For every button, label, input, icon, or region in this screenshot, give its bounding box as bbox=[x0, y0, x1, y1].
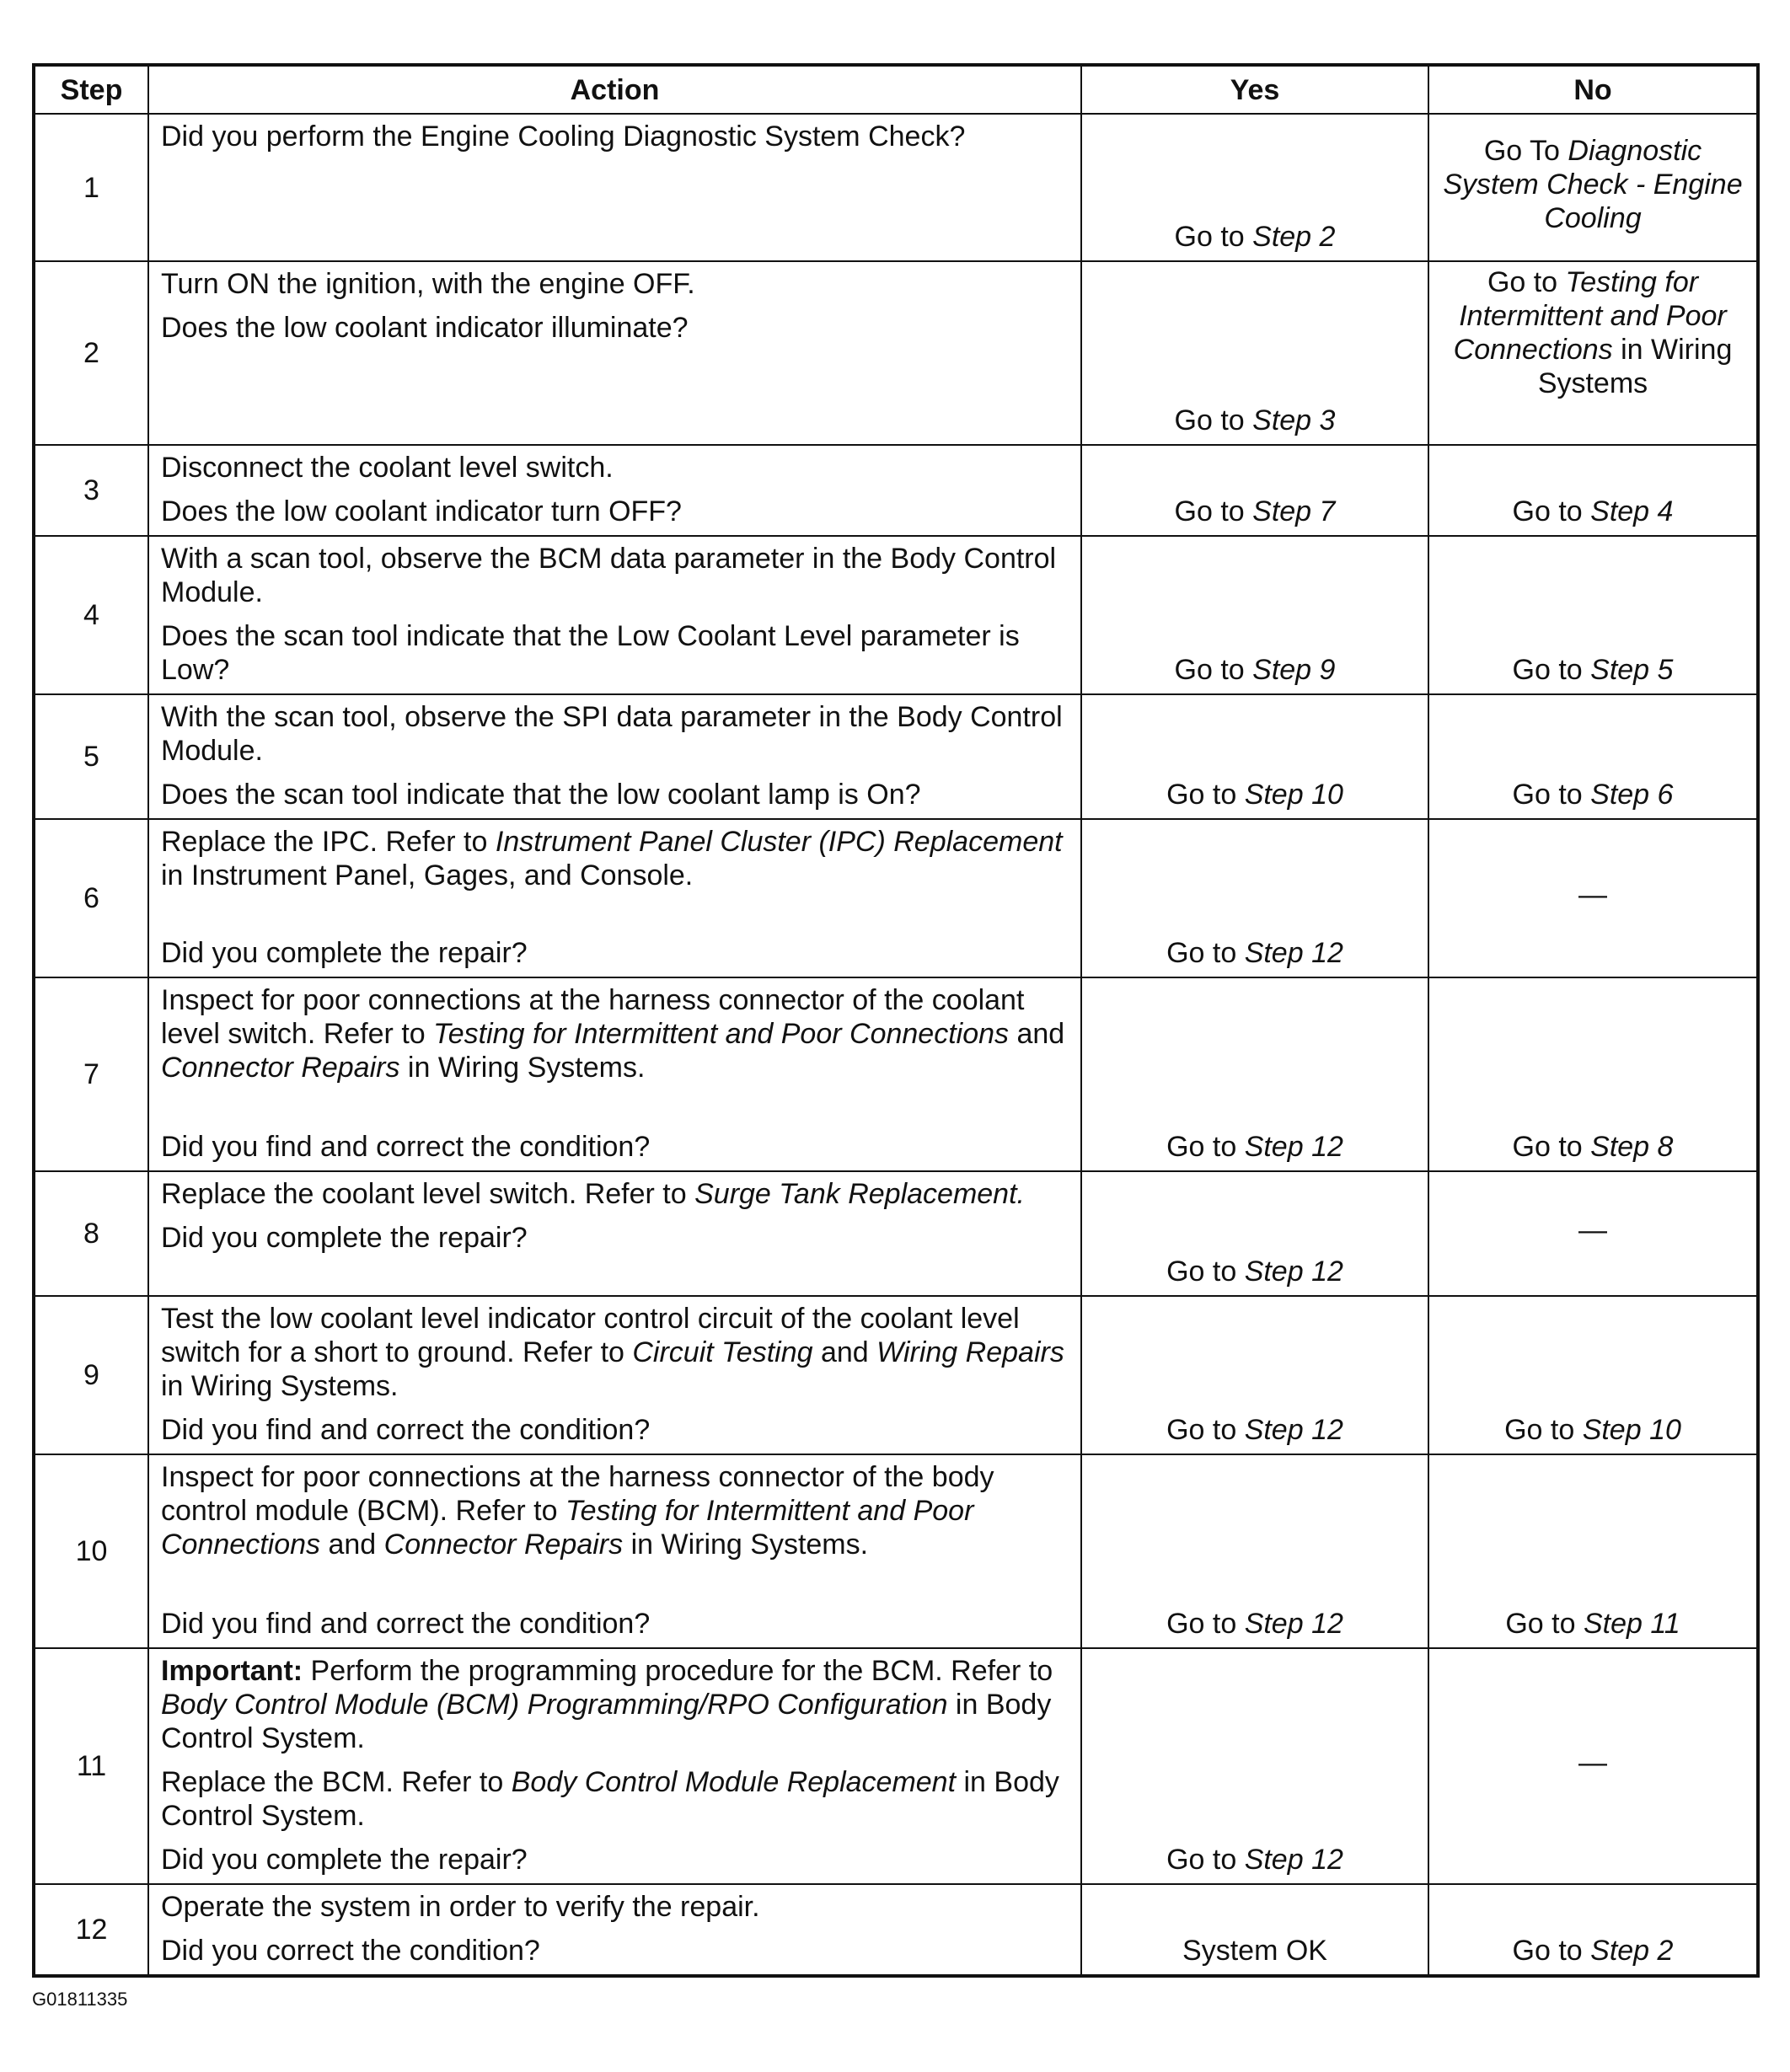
yes-cell bbox=[1081, 1296, 1428, 1454]
no-cell bbox=[1428, 536, 1758, 694]
text-run: Perform the programming procedure for the BCM. Refer to bbox=[303, 1655, 1053, 1687]
step-number: 9 bbox=[34, 1296, 148, 1454]
no-cell bbox=[1428, 1648, 1758, 1884]
action-cell bbox=[148, 1171, 1081, 1296]
action-cell bbox=[148, 694, 1081, 819]
no-cell bbox=[1428, 694, 1758, 819]
step-number: 11 bbox=[34, 1648, 148, 1884]
action-cell bbox=[148, 261, 1081, 445]
action-cell bbox=[148, 1296, 1081, 1454]
text-run: — bbox=[1578, 1747, 1607, 1779]
text-run: Go to bbox=[1487, 266, 1566, 298]
italic-reference: Step 12 bbox=[1244, 1256, 1343, 1288]
italic-reference: Step 12 bbox=[1244, 1844, 1343, 1876]
action-paragraph bbox=[161, 1177, 1069, 1211]
action-cell bbox=[148, 1454, 1081, 1648]
table-row bbox=[34, 1171, 1758, 1296]
italic-reference: Step 10 bbox=[1582, 1414, 1681, 1446]
step-number: 1 bbox=[34, 114, 148, 261]
italic-reference: Step 2 bbox=[1590, 1935, 1674, 1967]
action-paragraph bbox=[161, 311, 1069, 345]
action-cell bbox=[148, 1648, 1081, 1884]
italic-reference: Step 8 bbox=[1590, 1131, 1674, 1163]
no-cell bbox=[1428, 114, 1758, 261]
yes-cell bbox=[1081, 261, 1428, 445]
table-row bbox=[34, 694, 1758, 819]
text-run: Go to bbox=[1174, 221, 1253, 253]
yes-cell bbox=[1081, 536, 1428, 694]
text-run: Go to bbox=[1174, 495, 1253, 527]
yes-cell bbox=[1081, 1171, 1428, 1296]
action-paragraph bbox=[161, 1843, 1069, 1877]
action-paragraph bbox=[161, 1221, 1069, 1255]
italic-reference: Connector Repairs bbox=[161, 1052, 400, 1084]
yes-cell bbox=[1081, 694, 1428, 819]
italic-reference: Body Control Module Replacement bbox=[511, 1766, 957, 1798]
italic-reference: Diagnostic System Check - Engine Cooling bbox=[1443, 134, 1743, 234]
step-number: 8 bbox=[34, 1171, 148, 1296]
header-no: No bbox=[1428, 65, 1758, 114]
italic-reference: Step 12 bbox=[1244, 937, 1343, 969]
text-run: and bbox=[1009, 1018, 1065, 1050]
table-row bbox=[34, 536, 1758, 694]
text-run: Inspect for poor connections at the harness connector of the coolant level switch. Refer to bbox=[161, 984, 1025, 1050]
italic-reference: Step 2 bbox=[1252, 221, 1336, 253]
text-run: Did you find and correct the condition? bbox=[161, 1608, 651, 1640]
text-run: and bbox=[812, 1336, 877, 1368]
text-run: — bbox=[1578, 879, 1607, 911]
text-run: Go to bbox=[1166, 1844, 1245, 1876]
italic-reference: Step 9 bbox=[1252, 654, 1336, 686]
text-run: With the scan tool, observe the SPI data parameter in the Body Control Module. bbox=[161, 701, 1063, 767]
diagnostic-table bbox=[32, 63, 1760, 1978]
yes-cell bbox=[1081, 114, 1428, 261]
italic-reference: Step 4 bbox=[1590, 495, 1674, 527]
text-run: Go to bbox=[1166, 1414, 1245, 1446]
action-paragraph bbox=[161, 619, 1069, 687]
step-number: 5 bbox=[34, 694, 148, 819]
text-run: Go to bbox=[1166, 779, 1245, 811]
italic-reference: Wiring Repairs bbox=[876, 1336, 1064, 1368]
italic-reference: Step 12 bbox=[1244, 1131, 1343, 1163]
yes-cell bbox=[1081, 1454, 1428, 1648]
action-paragraph bbox=[161, 983, 1069, 1084]
step-number: 6 bbox=[34, 819, 148, 977]
action-paragraph bbox=[161, 267, 1069, 301]
yes-cell bbox=[1081, 819, 1428, 977]
header-row bbox=[34, 65, 1758, 114]
action-paragraph bbox=[161, 1413, 1069, 1447]
text-run: Did you complete the repair? bbox=[161, 937, 528, 969]
text-run: Does the scan tool indicate that the Low Coolant Level parameter is Low? bbox=[161, 620, 1020, 686]
action-paragraph bbox=[161, 1130, 1069, 1164]
table-row bbox=[34, 1648, 1758, 1884]
text-run: Go to bbox=[1512, 1935, 1591, 1967]
italic-reference: Step 12 bbox=[1244, 1608, 1343, 1640]
text-run: System OK bbox=[1182, 1935, 1327, 1967]
text-run: Test the low coolant level indicator control circuit of the coolant level switch for a short to ground. Refer to bbox=[161, 1303, 1020, 1368]
action-paragraph bbox=[161, 1934, 1069, 1968]
table-row bbox=[34, 261, 1758, 445]
text-run: Go to bbox=[1166, 1256, 1245, 1288]
action-cell bbox=[148, 114, 1081, 261]
text-run: Go to bbox=[1505, 1608, 1584, 1640]
italic-reference: Instrument Panel Cluster (IPC) Replacement bbox=[495, 826, 1063, 858]
bold-label: Important: bbox=[161, 1655, 303, 1687]
text-run: Did you perform the Engine Cooling Diagnostic System Check? bbox=[161, 120, 966, 153]
text-run: Go to bbox=[1512, 779, 1591, 811]
italic-reference: Step 5 bbox=[1590, 654, 1674, 686]
action-cell bbox=[148, 536, 1081, 694]
action-cell bbox=[148, 445, 1081, 536]
action-cell bbox=[148, 819, 1081, 977]
action-paragraph bbox=[161, 542, 1069, 609]
action-paragraph bbox=[161, 451, 1069, 485]
action-paragraph bbox=[161, 120, 1069, 153]
text-run: Did you find and correct the condition? bbox=[161, 1131, 651, 1163]
text-run: Go to bbox=[1174, 404, 1253, 436]
no-cell bbox=[1428, 445, 1758, 536]
text-run: in Wiring Systems. bbox=[623, 1529, 869, 1561]
header-action: Action bbox=[148, 65, 1081, 114]
text-run: Did you complete the repair? bbox=[161, 1844, 528, 1876]
text-run: Go to bbox=[1504, 1414, 1583, 1446]
no-cell bbox=[1428, 819, 1758, 977]
italic-reference: Circuit Testing bbox=[632, 1336, 813, 1368]
italic-reference: Step 7 bbox=[1252, 495, 1336, 527]
text-run: in Wiring Systems. bbox=[399, 1052, 646, 1084]
text-run: — bbox=[1578, 1214, 1607, 1246]
text-run: Go to bbox=[1166, 937, 1245, 969]
italic-reference: Testing for Intermittent and Poor Connections bbox=[433, 1018, 1010, 1050]
action-paragraph bbox=[161, 1302, 1069, 1403]
yes-cell bbox=[1081, 445, 1428, 536]
text-run: Turn ON the ignition, with the engine OFF. bbox=[161, 268, 695, 300]
text-run: Replace the IPC. Refer to bbox=[161, 826, 496, 858]
text-run: With a scan tool, observe the BCM data parameter in the Body Control Module. bbox=[161, 543, 1057, 608]
italic-reference: Step 3 bbox=[1252, 404, 1336, 436]
step-number: 3 bbox=[34, 445, 148, 536]
action-paragraph bbox=[161, 1607, 1069, 1641]
italic-reference: Step 10 bbox=[1244, 779, 1343, 811]
step-number: 12 bbox=[34, 1884, 148, 1976]
header-step: Step bbox=[34, 65, 148, 114]
text-run: Inspect for poor connections at the harness connector of the body control module (BCM). Refer to bbox=[161, 1461, 994, 1527]
text-run: Did you find and correct the condition? bbox=[161, 1414, 651, 1446]
action-paragraph bbox=[161, 495, 1069, 528]
step-number: 4 bbox=[34, 536, 148, 694]
text-run: in Body Control System. bbox=[161, 1689, 1052, 1754]
table-row bbox=[34, 1454, 1758, 1648]
action-paragraph bbox=[161, 700, 1069, 768]
header-yes: Yes bbox=[1081, 65, 1428, 114]
italic-reference: Connector Repairs bbox=[383, 1529, 624, 1561]
italic-reference: Surge Tank Replacement. bbox=[694, 1178, 1025, 1210]
text-run: Go to bbox=[1512, 1131, 1591, 1163]
italic-reference: Step 6 bbox=[1590, 779, 1674, 811]
text-run: in Instrument Panel, Gages, and Console. bbox=[161, 859, 694, 891]
italic-reference: Testing for Intermittent and Poor Connections bbox=[1453, 266, 1727, 366]
no-cell bbox=[1428, 1884, 1758, 1976]
action-paragraph bbox=[161, 1765, 1069, 1833]
yes-cell bbox=[1081, 1884, 1428, 1976]
italic-reference: Step 12 bbox=[1244, 1414, 1343, 1446]
action-paragraph bbox=[161, 936, 1069, 970]
text-run: Did you complete the repair? bbox=[161, 1222, 528, 1254]
text-run: Operate the system in order to verify the repair. bbox=[161, 1891, 760, 1923]
text-run: Replace the coolant level switch. Refer to bbox=[161, 1178, 695, 1210]
no-cell bbox=[1428, 261, 1758, 445]
action-paragraph bbox=[161, 1890, 1069, 1924]
action-paragraph bbox=[161, 825, 1069, 892]
text-run: Go To bbox=[1483, 134, 1568, 167]
italic-reference: Step 11 bbox=[1583, 1608, 1680, 1640]
text-run: in Body Control System. bbox=[161, 1766, 1059, 1832]
table-row bbox=[34, 1296, 1758, 1454]
text-run: Go to bbox=[1166, 1608, 1245, 1640]
action-paragraph bbox=[161, 778, 1069, 811]
step-number: 2 bbox=[34, 261, 148, 445]
action-cell bbox=[148, 1884, 1081, 1976]
text-run: Did you correct the condition? bbox=[161, 1935, 540, 1967]
action-cell bbox=[148, 977, 1081, 1171]
text-run: Does the low coolant indicator illuminate? bbox=[161, 312, 689, 344]
text-run: Does the scan tool indicate that the low coolant lamp is On? bbox=[161, 779, 921, 811]
text-run: and bbox=[320, 1529, 384, 1561]
table-row bbox=[34, 114, 1758, 261]
text-run: in Wiring Systems bbox=[1537, 334, 1733, 399]
text-run: Go to bbox=[1174, 654, 1253, 686]
text-run: Go to bbox=[1512, 495, 1591, 527]
text-run: Go to bbox=[1166, 1131, 1245, 1163]
italic-reference: Body Control Module (BCM) Programming/RPO Configuration bbox=[161, 1689, 948, 1721]
no-cell bbox=[1428, 1454, 1758, 1648]
text-run: Replace the BCM. Refer to bbox=[161, 1766, 512, 1798]
yes-cell bbox=[1081, 1648, 1428, 1884]
no-cell bbox=[1428, 1296, 1758, 1454]
figure-id: G01811335 bbox=[32, 1989, 128, 2010]
italic-reference: Testing for Intermittent and Poor Connections bbox=[161, 1495, 974, 1561]
action-paragraph bbox=[161, 1460, 1069, 1561]
table-row bbox=[34, 1884, 1758, 1976]
action-paragraph bbox=[161, 1654, 1069, 1755]
text-run: Does the low coolant indicator turn OFF? bbox=[161, 495, 682, 527]
table-row bbox=[34, 977, 1758, 1171]
text-run: Disconnect the coolant level switch. bbox=[161, 452, 614, 484]
text-run: Go to bbox=[1512, 654, 1591, 686]
step-number: 10 bbox=[34, 1454, 148, 1648]
no-cell bbox=[1428, 1171, 1758, 1296]
text-run: in Wiring Systems. bbox=[161, 1370, 399, 1402]
step-number: 7 bbox=[34, 977, 148, 1171]
no-cell bbox=[1428, 977, 1758, 1171]
table-row bbox=[34, 445, 1758, 536]
table-row bbox=[34, 819, 1758, 977]
yes-cell bbox=[1081, 977, 1428, 1171]
